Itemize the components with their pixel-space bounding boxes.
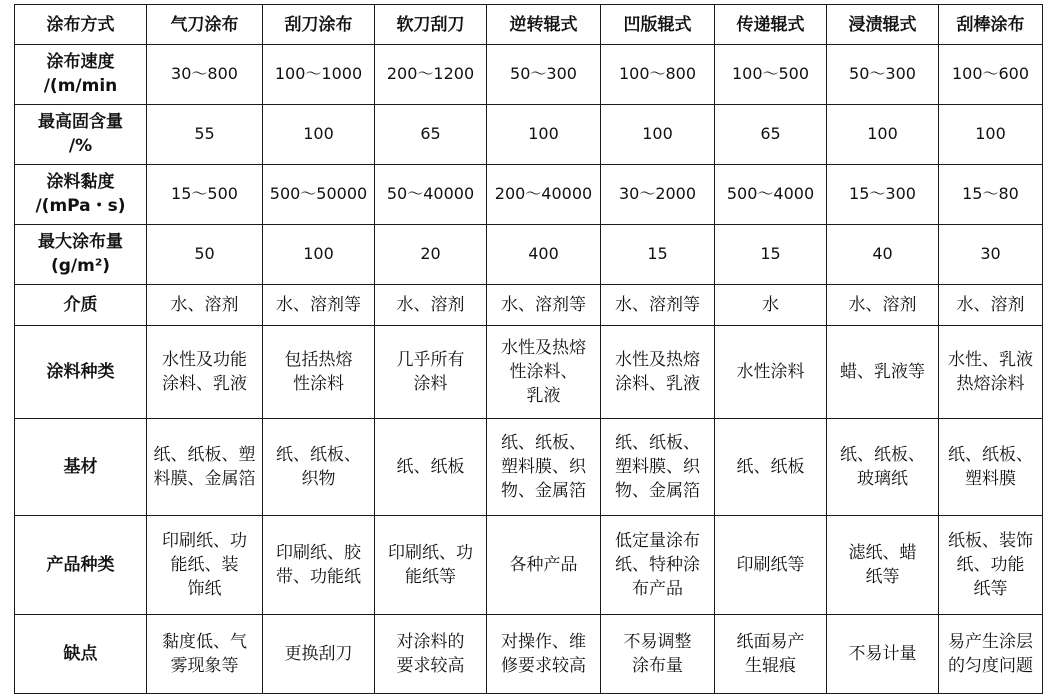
- cell-line: 200～40000: [494, 184, 593, 204]
- table-cell: [263, 45, 375, 105]
- cell-line: 热熔涂料: [956, 374, 1025, 395]
- cell-line: 包括热熔: [284, 350, 353, 371]
- table-cell: [147, 615, 263, 694]
- row-header-line: 最高固含量: [38, 112, 123, 133]
- row-header-line: 介质: [63, 294, 98, 315]
- cell-line: 水性及功能: [162, 350, 247, 371]
- table-cell: [939, 224, 1043, 284]
- table-cell: [487, 419, 601, 516]
- column-header: 刮棒涂布: [939, 5, 1043, 45]
- cell-line: 纸等: [973, 579, 1008, 600]
- cell-line: 65: [420, 124, 441, 144]
- row-header: [15, 104, 147, 164]
- cell-line: 纸板、装饰: [948, 531, 1033, 552]
- row-header: [15, 516, 147, 615]
- table-cell: [601, 516, 715, 615]
- cell-line: 滤纸、蜡: [848, 543, 917, 564]
- cell-line: 水、溶剂: [848, 294, 917, 315]
- cell-line: 55: [194, 124, 215, 144]
- table-cell: [263, 104, 375, 164]
- cell-line: 生辊痕: [745, 656, 796, 677]
- row-header-line: 基材: [63, 457, 98, 478]
- cell-line: 100: [642, 124, 673, 144]
- cell-line: 涂料、乳液: [162, 374, 247, 395]
- row-header-line: 最大涂布量: [38, 232, 123, 253]
- table-cell: [601, 284, 715, 325]
- cell-line: 纸、纸板、: [840, 445, 925, 466]
- cell-line: 15～80: [962, 184, 1019, 204]
- cell-line: 低定量涂布: [615, 531, 700, 552]
- column-header: 传递辊式: [715, 5, 827, 45]
- cell-line: 黏度低、气: [162, 632, 247, 653]
- cell-line: 纸、纸板、: [615, 433, 700, 454]
- table-cell: [375, 224, 487, 284]
- table-cell: [263, 224, 375, 284]
- cell-line: 15: [647, 244, 668, 264]
- cell-line: 纸、功能: [956, 555, 1025, 576]
- cell-line: 100: [528, 124, 559, 144]
- cell-line: 印刷纸、功: [162, 531, 247, 552]
- cell-line: 400: [528, 244, 559, 264]
- table-cell: [147, 516, 263, 615]
- table-cell: [601, 326, 715, 419]
- table-cell: [147, 164, 263, 224]
- table-cell: [939, 164, 1043, 224]
- cell-line: 100: [303, 124, 334, 144]
- cell-line: 能纸等: [405, 567, 456, 588]
- cell-line: 纸、纸板、塑: [153, 445, 256, 466]
- column-header: 气刀涂布: [147, 5, 263, 45]
- table-cell: [939, 284, 1043, 325]
- table-cell: [939, 104, 1043, 164]
- table-cell: [715, 164, 827, 224]
- table-cell: [375, 615, 487, 694]
- cell-line: 织物: [301, 469, 336, 490]
- table-cell: [487, 164, 601, 224]
- cell-line: 100～800: [618, 64, 697, 84]
- cell-line: 塑料膜: [965, 469, 1016, 490]
- table-row: [15, 284, 1043, 325]
- table-cell: [375, 419, 487, 516]
- cell-line: 15: [760, 244, 781, 264]
- row-header: [15, 45, 147, 105]
- cell-line: 带、功能纸: [276, 567, 361, 588]
- cell-line: 的匀度问题: [948, 656, 1033, 677]
- table-cell: [827, 326, 939, 419]
- table-cell: [487, 284, 601, 325]
- cell-line: 纸、纸板、: [948, 445, 1033, 466]
- table-cell: [147, 224, 263, 284]
- cell-line: 65: [760, 124, 781, 144]
- table-body: [15, 45, 1043, 694]
- cell-line: 15～300: [849, 184, 916, 204]
- table-cell: [827, 45, 939, 105]
- cell-line: 不易计量: [848, 644, 917, 665]
- cell-line: 塑料膜、织: [501, 457, 586, 478]
- row-header-line: /(mPa・s): [35, 196, 126, 217]
- cell-line: 玻璃纸: [857, 469, 908, 490]
- table-cell: [601, 164, 715, 224]
- cell-line: 纸、特种涂: [615, 555, 700, 576]
- table-cell: [601, 615, 715, 694]
- cell-line: 塑料膜、织: [615, 457, 700, 478]
- table-cell: [827, 615, 939, 694]
- table-cell: [715, 615, 827, 694]
- row-header-line: (g/m²): [50, 256, 111, 277]
- cell-line: 40: [872, 244, 893, 264]
- table-cell: [939, 419, 1043, 516]
- cell-line: 涂布量: [632, 656, 683, 677]
- table-cell: [715, 104, 827, 164]
- cell-line: 水性、乳液: [948, 350, 1033, 371]
- table-cell: [715, 284, 827, 325]
- cell-line: 纸、纸板、: [501, 433, 586, 454]
- table-cell: [827, 164, 939, 224]
- row-header: [15, 615, 147, 694]
- cell-line: 涂料、乳液: [615, 374, 700, 395]
- table-cell: [263, 164, 375, 224]
- table-cell: [147, 45, 263, 105]
- cell-line: 对涂料的: [396, 632, 465, 653]
- cell-line: 30: [980, 244, 1001, 264]
- cell-line: 雾现象等: [170, 656, 239, 677]
- table-cell: [375, 326, 487, 419]
- row-header-line: 缺点: [63, 644, 98, 665]
- cell-line: 水、溶剂等: [501, 294, 586, 315]
- cell-line: 性涂料、: [509, 362, 578, 383]
- cell-line: 料膜、金属箔: [153, 469, 256, 490]
- cell-line: 水、溶剂等: [276, 294, 361, 315]
- table-cell: [827, 516, 939, 615]
- cell-line: 要求较高: [396, 656, 465, 677]
- table-row: [15, 326, 1043, 419]
- cell-line: 性涂料: [293, 374, 344, 395]
- table-cell: [375, 164, 487, 224]
- table-cell: [827, 284, 939, 325]
- cell-line: 100～500: [731, 64, 810, 84]
- coating-methods-table: [14, 4, 1043, 694]
- cell-line: 水、溶剂: [396, 294, 465, 315]
- cell-line: 500～4000: [726, 184, 815, 204]
- column-header: 凹版辊式: [601, 5, 715, 45]
- cell-line: 蜡、乳液等: [840, 362, 925, 383]
- table-cell: [939, 516, 1043, 615]
- column-header: 刮刀涂布: [263, 5, 375, 45]
- table-cell: [939, 45, 1043, 105]
- table-cell: [263, 284, 375, 325]
- table-cell: [487, 224, 601, 284]
- column-header: 浸渍辊式: [827, 5, 939, 45]
- cell-line: 布产品: [632, 579, 683, 600]
- table-row: [15, 419, 1043, 516]
- cell-line: 修要求较高: [501, 656, 586, 677]
- table-cell: [827, 104, 939, 164]
- table-cell: [263, 516, 375, 615]
- cell-line: 更换刮刀: [284, 644, 353, 665]
- table-cell: [147, 419, 263, 516]
- table-cell: [147, 104, 263, 164]
- cell-line: 15～500: [171, 184, 238, 204]
- table-cell: [715, 419, 827, 516]
- cell-line: 能纸、装: [170, 555, 239, 576]
- cell-line: 各种产品: [509, 555, 578, 576]
- cell-line: 水性涂料: [736, 362, 805, 383]
- row-header: [15, 284, 147, 325]
- table-cell: [375, 516, 487, 615]
- cell-line: 物、金属箔: [501, 481, 586, 502]
- table-cell: [601, 224, 715, 284]
- cell-line: 20: [420, 244, 441, 264]
- cell-line: 纸、纸板: [396, 457, 465, 478]
- table-cell: [263, 326, 375, 419]
- table-cell: [715, 45, 827, 105]
- table-row: [15, 516, 1043, 615]
- cell-line: 乳液: [526, 386, 561, 407]
- column-header: 软刀刮刀: [375, 5, 487, 45]
- table-cell: [487, 615, 601, 694]
- row-header-line: /%: [68, 136, 93, 157]
- table-row: [15, 615, 1043, 694]
- cell-line: 印刷纸、胶: [276, 543, 361, 564]
- cell-line: 100: [867, 124, 898, 144]
- table-cell: [827, 224, 939, 284]
- cell-line: 水、溶剂等: [615, 294, 700, 315]
- cell-line: 对操作、维: [501, 632, 586, 653]
- cell-line: 印刷纸等: [736, 555, 805, 576]
- cell-line: 水: [762, 294, 779, 315]
- table-cell: [939, 615, 1043, 694]
- table-cell: [827, 419, 939, 516]
- table-cell: [601, 419, 715, 516]
- table-cell: [487, 516, 601, 615]
- cell-line: 50～40000: [386, 184, 475, 204]
- cell-line: 50～300: [510, 64, 577, 84]
- row-header: [15, 419, 147, 516]
- table-cell: [375, 284, 487, 325]
- row-header-line: 涂料黏度: [46, 172, 115, 193]
- table-row: [15, 164, 1043, 224]
- cell-line: 30～800: [171, 64, 238, 84]
- table-cell: [487, 45, 601, 105]
- cell-line: 水性及热熔: [615, 350, 700, 371]
- table-cell: [263, 615, 375, 694]
- table-row: [15, 45, 1043, 105]
- cell-line: 200～1200: [386, 64, 475, 84]
- table-row: [15, 224, 1043, 284]
- table-row: [15, 104, 1043, 164]
- cell-line: 纸、纸板、: [276, 445, 361, 466]
- cell-line: 水、溶剂: [956, 294, 1025, 315]
- cell-line: 纸、纸板: [736, 457, 805, 478]
- table-cell: [601, 45, 715, 105]
- table-cell: [715, 516, 827, 615]
- cell-line: 500～50000: [269, 184, 368, 204]
- column-header: 涂布方式: [15, 5, 147, 45]
- header-row: [15, 5, 1043, 45]
- table-cell: [939, 326, 1043, 419]
- cell-line: 水性及热熔: [501, 338, 586, 359]
- row-header: [15, 164, 147, 224]
- cell-line: 印刷纸、功: [388, 543, 473, 564]
- cell-line: 100～1000: [274, 64, 363, 84]
- row-header-line: 产品种类: [46, 555, 115, 576]
- cell-line: 水、溶剂: [170, 294, 239, 315]
- cell-line: 100: [975, 124, 1006, 144]
- row-header-line: 涂料种类: [46, 362, 115, 383]
- table-cell: [147, 326, 263, 419]
- table-cell: [147, 284, 263, 325]
- row-header: [15, 224, 147, 284]
- coating-methods-table-wrapper: [14, 4, 1042, 694]
- cell-line: 50: [194, 244, 215, 264]
- table-cell: [375, 104, 487, 164]
- cell-line: 30～2000: [618, 184, 697, 204]
- cell-line: 不易调整: [623, 632, 692, 653]
- cell-line: 100～600: [951, 64, 1030, 84]
- cell-line: 50～300: [849, 64, 916, 84]
- table-cell: [375, 45, 487, 105]
- cell-line: 100: [303, 244, 334, 264]
- table-cell: [601, 104, 715, 164]
- row-header: [15, 326, 147, 419]
- cell-line: 饰纸: [187, 579, 222, 600]
- cell-line: 物、金属箔: [615, 481, 700, 502]
- cell-line: 纸等: [865, 567, 900, 588]
- cell-line: 涂料: [413, 374, 448, 395]
- table-cell: [715, 326, 827, 419]
- table-cell: [263, 419, 375, 516]
- cell-line: 纸面易产: [736, 632, 805, 653]
- cell-line: 易产生涂层: [948, 632, 1033, 653]
- table-cell: [715, 224, 827, 284]
- table-cell: [487, 104, 601, 164]
- row-header-line: /(m/min: [43, 76, 118, 97]
- column-header: 逆转辊式: [487, 5, 601, 45]
- table-cell: [487, 326, 601, 419]
- cell-line: 几乎所有: [396, 350, 465, 371]
- row-header-line: 涂布速度: [46, 52, 115, 73]
